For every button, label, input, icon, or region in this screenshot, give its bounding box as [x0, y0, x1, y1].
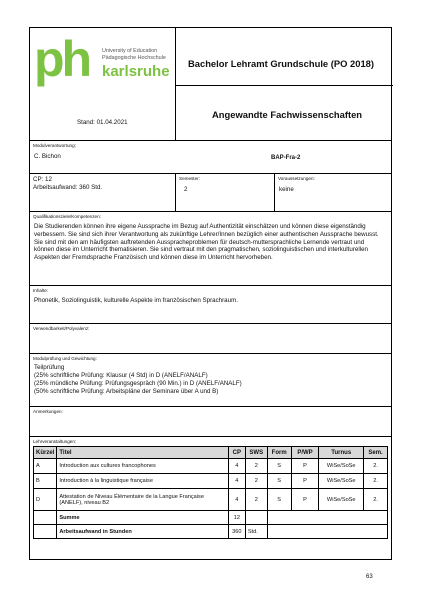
cell-cp: 4 — [228, 474, 245, 489]
cp-value: CP: 12 — [33, 176, 52, 183]
title-cell — [176, 28, 393, 141]
logo-line2: Pädagogische Hochschule — [102, 55, 166, 61]
col-header-form: Form — [267, 447, 291, 459]
inhalte-row — [30, 286, 391, 324]
module-code: BAP-Fra-2 — [271, 155, 301, 161]
cell-kuerzel: B — [34, 474, 57, 489]
lehrveranstaltungen-row — [30, 437, 391, 561]
col-header-cp: CP — [228, 447, 245, 459]
cell-kuerzel: D — [34, 489, 57, 511]
lehrveranstaltungen-table — [33, 446, 388, 539]
aufwand-value: 360 — [228, 525, 245, 539]
anmerkungen-label: Anmerkungen: — [33, 409, 63, 414]
summe-row — [34, 511, 388, 525]
cell-pwp: P — [291, 489, 319, 511]
pruefung-label: Modulprüfung und Gewichtung: — [33, 356, 97, 361]
col-header-kuerzel: Kürzel — [34, 447, 57, 459]
cell-turnus: WiSe/SoSe — [319, 474, 364, 489]
qualifikation-text: Die Studierenden können ihre eigene Aussprache im Bezug auf Authentizität einschätzen und können diese eigenständig verbessern. Sie sind sich ihrer Verantwortung als zukünftige Lehrer/Innen bezüglich einer authentischen Aussprache bewusst. Sie sind mit den am häufigsten auftretenden Ausspracheproblemen für deutsch-muttersprachliche Lernende vertraut und können diese im Unterricht thematisieren. Sie sind vertraut mit den pragmatischen, soziolinguistischen und interkulturellen Aspekten der Fremdsprache Französisch und können diese im Unterricht hervorheben. — [34, 223, 379, 262]
voraussetzungen-value: keine — [279, 186, 294, 193]
logo-city: karlsruhe — [102, 63, 170, 80]
cell-titel: Introduction aux cultures francophones — [57, 459, 229, 474]
semester-value: 2 — [184, 186, 188, 193]
stand-date: Stand: 01.04.2021 — [77, 119, 128, 126]
inhalte-label: Inhalte: — [33, 288, 49, 293]
semester-cell — [176, 174, 275, 211]
program-title: Bachelor Lehramt Grundschule (PO 2018) — [188, 58, 374, 69]
verantwortung-row — [30, 141, 391, 174]
logo-mark: ph — [34, 36, 90, 87]
table-row — [34, 489, 388, 511]
qualifikation-label: Qualifikationsziele/Kompetenzen: — [33, 214, 101, 219]
table-header-row — [34, 447, 388, 459]
arbeitsaufwand-value: Arbeitsaufwand: 360 Std. — [33, 184, 103, 191]
lehrveranstaltungen-label: Lehrveranstaltungen: — [33, 439, 77, 444]
cell-sws: 2 — [245, 489, 267, 511]
cell-turnus: WiSe/SoSe — [319, 459, 364, 474]
cell-kuerzel: A — [34, 459, 57, 474]
verwendbarkeit-label: Verwendbarkeit/Polyvalenz: — [33, 326, 90, 331]
cell-cp: 4 — [228, 489, 245, 511]
cell-form: S — [267, 489, 291, 511]
anmerkungen-row — [30, 407, 391, 437]
cell-sws: 2 — [245, 474, 267, 489]
qualifikation-row — [30, 212, 391, 286]
cell-sem: 2. — [364, 489, 388, 511]
table-row — [34, 474, 388, 489]
col-header-titel: Titel — [57, 447, 229, 459]
col-header-pwp: P/WP — [291, 447, 319, 459]
aufwand-unit: Std. — [245, 525, 267, 539]
cell-sws: 2 — [245, 459, 267, 474]
cell-titel: Introduction à la linguistique française — [57, 474, 229, 489]
col-header-sem: Sem. — [364, 447, 388, 459]
cell-sem: 2. — [364, 474, 388, 489]
summe-value: 12 — [228, 511, 245, 525]
col-header-turnus: Turnus — [319, 447, 364, 459]
cell-pwp: P — [291, 474, 319, 489]
page-number: 63 — [366, 574, 373, 580]
pruefung-line: (50% schriftliche Prüfung: Arbeitspläne der Seminare über A und B) — [34, 388, 219, 395]
col-header-sws: SWS — [245, 447, 267, 459]
verantwortung-label: Modulverantwortung: — [33, 143, 76, 148]
verantwortung-value: C. Bichon — [34, 153, 61, 160]
cell-turnus: WiSe/SoSe — [319, 489, 364, 511]
verwendbarkeit-row — [30, 324, 391, 354]
pruefung-line: (25% schriftliche Prüfung: Klausur (4 Std) in D (ANELF/ANALF) — [34, 372, 208, 379]
pruefung-row — [30, 354, 391, 407]
inhalte-text: Phonetik, Soziolinguistik, kulturelle Aspekte im französischen Sprachraum. — [34, 297, 238, 304]
pruefung-line: Teilprüfung — [34, 364, 65, 371]
cell-form: S — [267, 474, 291, 489]
voraussetzungen-label: Voraussetzungen: — [278, 176, 315, 181]
voraussetzungen-cell — [275, 174, 393, 211]
cell-pwp: P — [291, 459, 319, 474]
cell-form: S — [267, 459, 291, 474]
aufwand-label: Arbeitsaufwand in Stunden — [57, 525, 229, 539]
ph-karlsruhe-logo — [34, 36, 174, 96]
cell-titel: Attestation de Niveau Élémentaire de la Langue Française (ANELF), niveau B2 — [57, 489, 229, 511]
table-row — [34, 459, 388, 474]
header-row — [30, 28, 391, 141]
program-title-row — [176, 28, 393, 86]
cp-cell — [30, 174, 176, 211]
cp-row — [30, 174, 391, 212]
summe-label: Summe — [57, 511, 229, 525]
module-title: Angewandte Fachwissenschaften — [212, 109, 363, 120]
logo-cell — [30, 28, 176, 141]
cell-sem: 2. — [364, 459, 388, 474]
logo-line1: University of Education — [102, 48, 158, 54]
pruefung-line: (25% mündliche Prüfung: Prüfungsgespräch (90 Min.) in D (ANELF/ANALF) — [34, 380, 242, 387]
module-sheet — [29, 27, 392, 560]
semester-label: Semester: — [179, 176, 200, 181]
cell-cp: 4 — [228, 459, 245, 474]
aufwand-row — [34, 525, 388, 539]
